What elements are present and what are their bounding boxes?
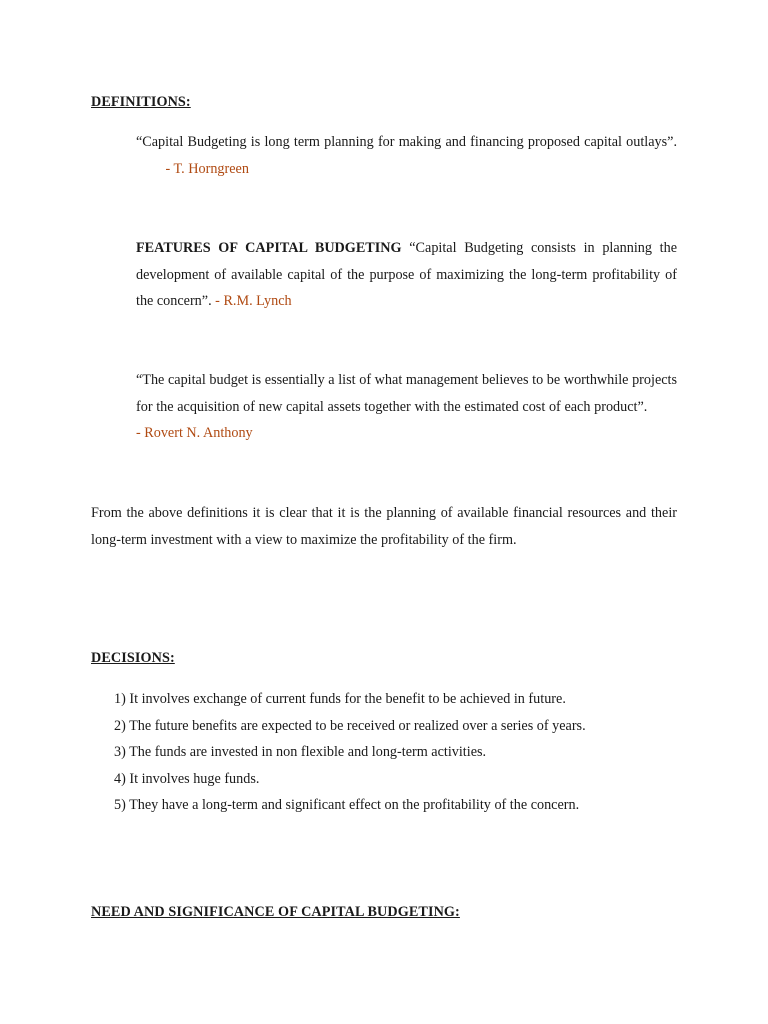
definitions-summary: From the above definitions it is clear that it is the planning of available financial resources and their long-term investment with a view to maximize the profitability of the firm. xyxy=(91,505,677,548)
definition-quote-horngreen xyxy=(136,129,677,182)
list-item: 2) The future benefits are expected to be received or realized over a series of years. xyxy=(114,717,586,734)
definitions-heading: DEFINITIONS: xyxy=(91,94,191,110)
list-item: 4) It involves huge funds. xyxy=(114,770,260,787)
quote-text: “Capital Budgeting consists in planning the development of available capital of the purpose of maximizing the long-term profitability of the concern”. xyxy=(136,240,677,309)
list-item: 1) It involves exchange of current funds for the benefit to be achieved in future. xyxy=(114,691,566,707)
quote-text: “The capital budget is essentially a list of what management believes to be worthwhile projects for the acquisition of new capital assets together with the estimated cost of each product”. xyxy=(136,372,677,415)
definition-quote-lynch xyxy=(136,235,677,315)
decisions-heading: DECISIONS: xyxy=(91,650,175,666)
quote-author: - T. Horngreen xyxy=(165,160,249,177)
list-item: 5) They have a long-term and significant effect on the profitability of the concern. xyxy=(114,797,580,814)
list-item: 3) The funds are invested in non flexible and long-term activities. xyxy=(114,744,487,761)
features-lead: FEATURES OF CAPITAL BUDGETING xyxy=(136,240,402,256)
need-significance-heading: NEED AND SIGNIFICANCE OF CAPITAL BUDGETING: xyxy=(91,904,460,920)
definition-quote-anthony xyxy=(136,367,677,447)
quote-author: - Rovert N. Anthony xyxy=(136,425,253,441)
quote-text: “Capital Budgeting is long term planning for making and financing proposed capital outlays”. xyxy=(136,134,677,150)
quote-author: - R.M. Lynch xyxy=(215,293,292,309)
decisions-list xyxy=(114,686,586,819)
